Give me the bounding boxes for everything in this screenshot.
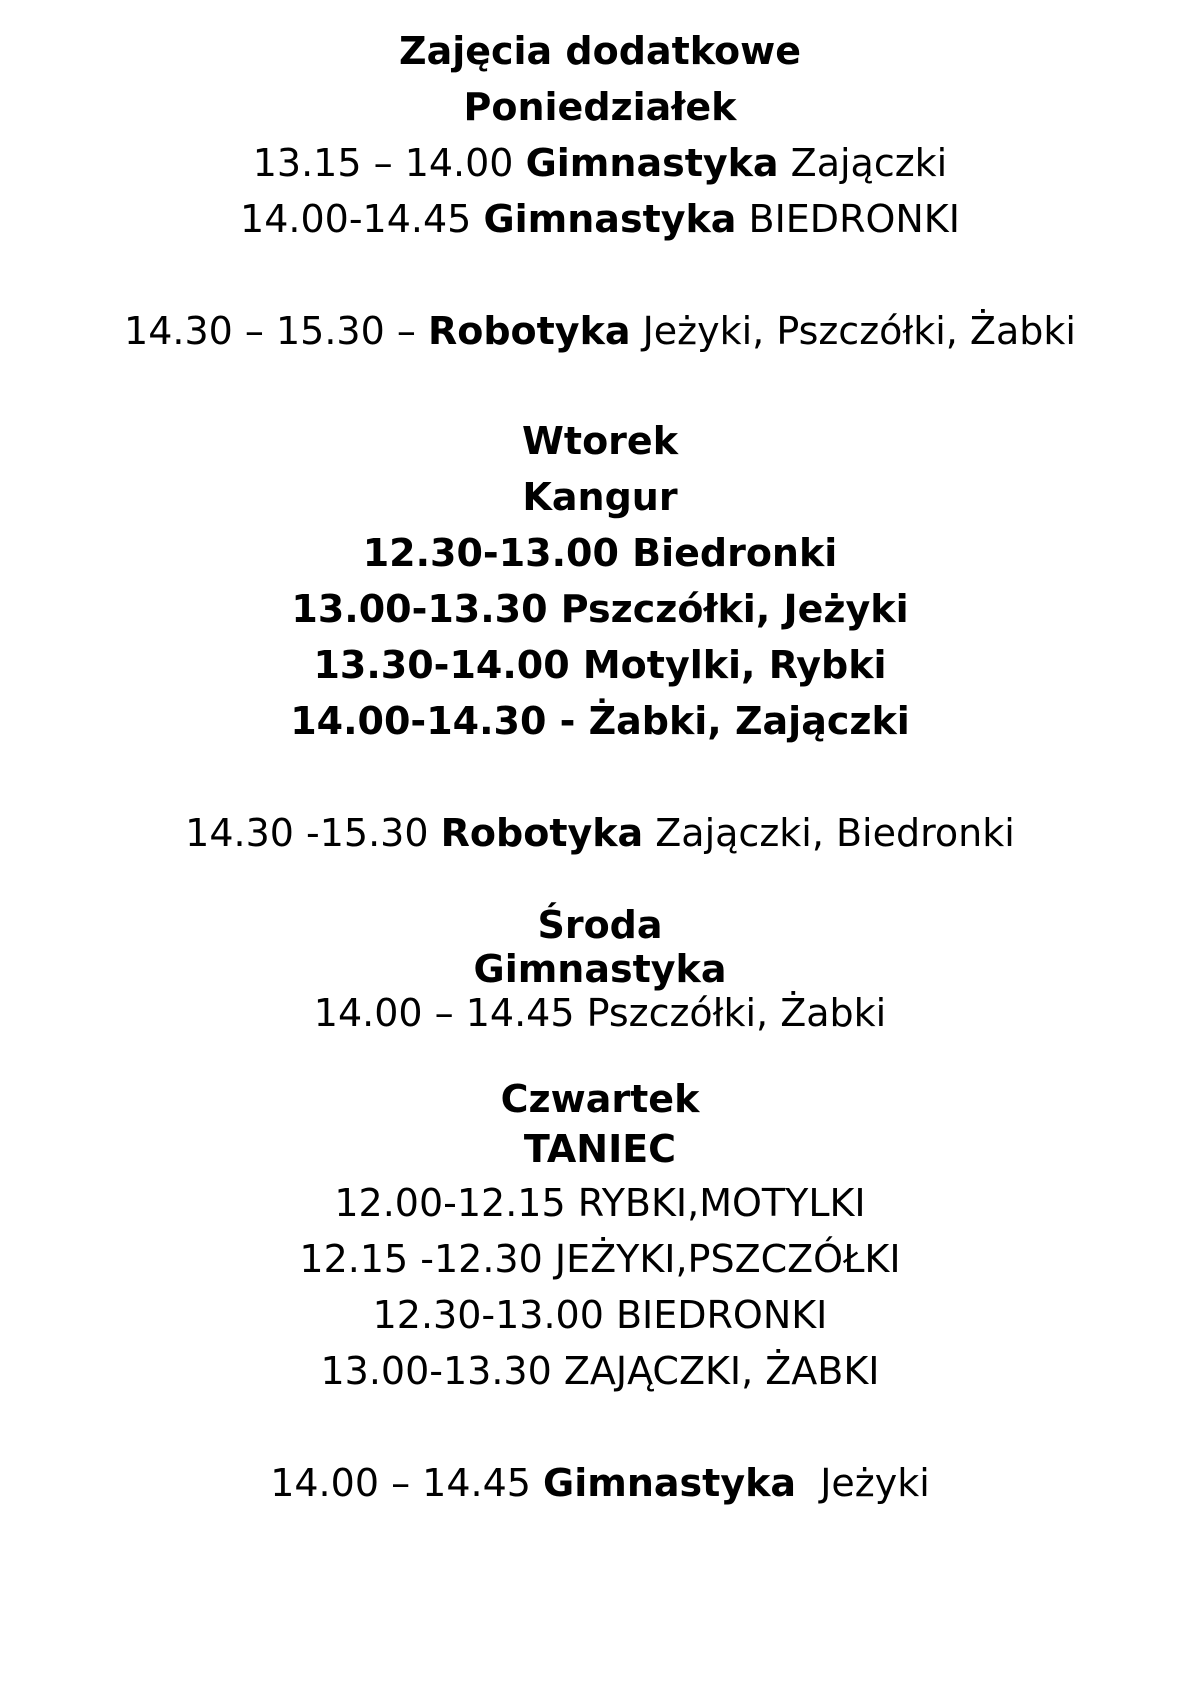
monday-line-2-activity: Gimnastyka [483,197,737,241]
tuesday-subheading: Kangur [522,475,678,519]
wednesday-heading: Środa [537,903,663,947]
thursday-subheading: TANIEC [523,1127,677,1171]
monday-line-1 [0,140,1200,186]
kangur-line-1: 12.30-13.00 Biedronki [362,531,838,575]
document-title: Zajęcia dodatkowe [399,29,801,73]
monday-line-3-time: 14.30 – 15.30 – [124,309,416,353]
monday-line-3-groups: Jeżyki, Pszczółki, Żabki [642,309,1076,353]
thursday-gym-time: 14.00 – 14.45 [270,1461,531,1505]
tuesday-heading: Wtorek [522,419,678,463]
dance-line-2: 12.15 -12.30 JEŻYKI,PSZCZÓŁKI [299,1237,901,1281]
monday-line-1-time: 13.15 – 14.00 [252,141,514,185]
kangur-line-3: 13.30-14.00 Motylki, Rybki [313,643,887,687]
monday-line-1-activity: Gimnastyka [525,141,779,185]
monday-line-2 [0,196,1200,242]
monday-line-3-activity: Robotyka [427,309,631,353]
dance-line-1: 12.00-12.15 RYBKI,MOTYLKI [334,1181,866,1225]
thursday-gym-groups: Jeżyki [820,1461,930,1505]
thursday-gym-activity: Gimnastyka [543,1461,797,1505]
tuesday-robotics-groups: Zajączki, Biedronki [655,811,1015,855]
monday-line-2-time: 14.00-14.45 [240,197,472,241]
thursday-gym-line [0,1460,1200,1506]
thursday-heading: Czwartek [500,1077,700,1121]
kangur-line-4: 14.00-14.30 - Żabki, Zajączki [290,699,910,743]
monday-line-3 [0,308,1200,354]
tuesday-robotics-time: 14.30 -15.30 [185,811,429,855]
wednesday-subheading: Gimnastyka [473,947,727,991]
monday-heading: Poniedziałek [463,85,737,129]
tuesday-robotics-activity: Robotyka [440,811,644,855]
monday-line-1-groups: Zajączki [790,141,948,185]
kangur-line-2: 13.00-13.30 Pszczółki, Jeżyki [291,587,909,631]
tuesday-robotics-line [0,810,1200,856]
dance-line-4: 13.00-13.30 ZAJĄCZKI, ŻABKI [320,1349,880,1393]
wednesday-line: 14.00 – 14.45 Pszczółki, Żabki [313,991,887,1035]
dance-line-3: 12.30-13.00 BIEDRONKI [372,1293,828,1337]
monday-line-2-groups: BIEDRONKI [748,197,960,241]
